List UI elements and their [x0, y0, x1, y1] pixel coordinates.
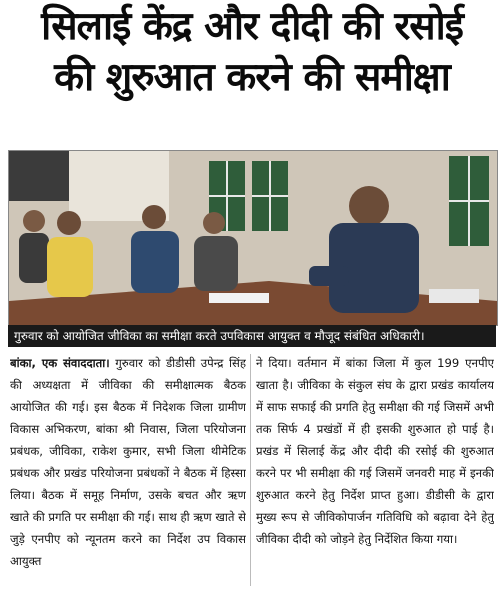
news-photo	[8, 150, 498, 326]
headline	[6, 2, 498, 104]
headline-line-2: की शुरुआत करने की समीक्षा	[54, 55, 450, 100]
article-column-left	[10, 352, 246, 592]
article-body-left: गुरुवार को डीडीसी उपेन्द्र सिंह की अध्यक्षता में जीविका की समीक्षात्मक बैठक आयोजित की गई। इस बैठक में निदेशक जिला ग्रामीण विकास अभिकरण, बांका श्री निवास, जिला परियोजना प्रबंधक, जीविका, राकेश कुमार, सभी जिला थीमेटिक प्रबंधक और प्रखंड परियोजना प्रबंधकों ने बैठक में हिस्सा लिया। बैठक में समूह निर्माण, उसके बचत और ऋण खाते की प्रगति पर समीक्षा की गई। साथ ही ऋण खाते से जुड़े एनपीए को न्यूनतम करने का निर्देश उप विकास आयुक्त	[10, 356, 246, 568]
dateline: बांका, एक संवाददाता।	[10, 356, 110, 370]
photo-caption: गुरुवार को आयोजित जीविका का समीक्षा करते उपविकास आयुक्त व मौजूद संबंधित अधिकारी।	[8, 325, 496, 347]
meeting-photo-illustration	[9, 151, 497, 325]
headline-line-1: सिलाई केंद्र और दीदी की रसोई	[41, 4, 463, 49]
article-body-right: ने दिया। वर्तमान में बांका जिला में कुल 199 एनपीए खाता है। जीविका के संकुल संघ के द्वारा प्रखंड कार्यालय में साफ सफाई की प्रगति हेतु समीक्षा की गई जिसमें अभी तक सिर्फ 4 प्रखंडों में ही इसकी शुरुआत हो पाई है। प्रखंड में सिलाई केंद्र और दीदी की रसोई की शुरुआत करने पर भी समीक्षा की गई जिसमें जनवरी माह में इनकी शुरुआत करने हेतु निर्देश प्राप्त हुआ। डीडीसी के द्वारा मुख्य रूप से जीविकोपार्जन गतिविधि को बढ़ावा देने हेतु जीविका दीदी को जोड़ने हेतु निर्देशित किया गया।	[256, 356, 494, 546]
column-divider	[250, 354, 251, 586]
article-column-right	[256, 352, 494, 592]
